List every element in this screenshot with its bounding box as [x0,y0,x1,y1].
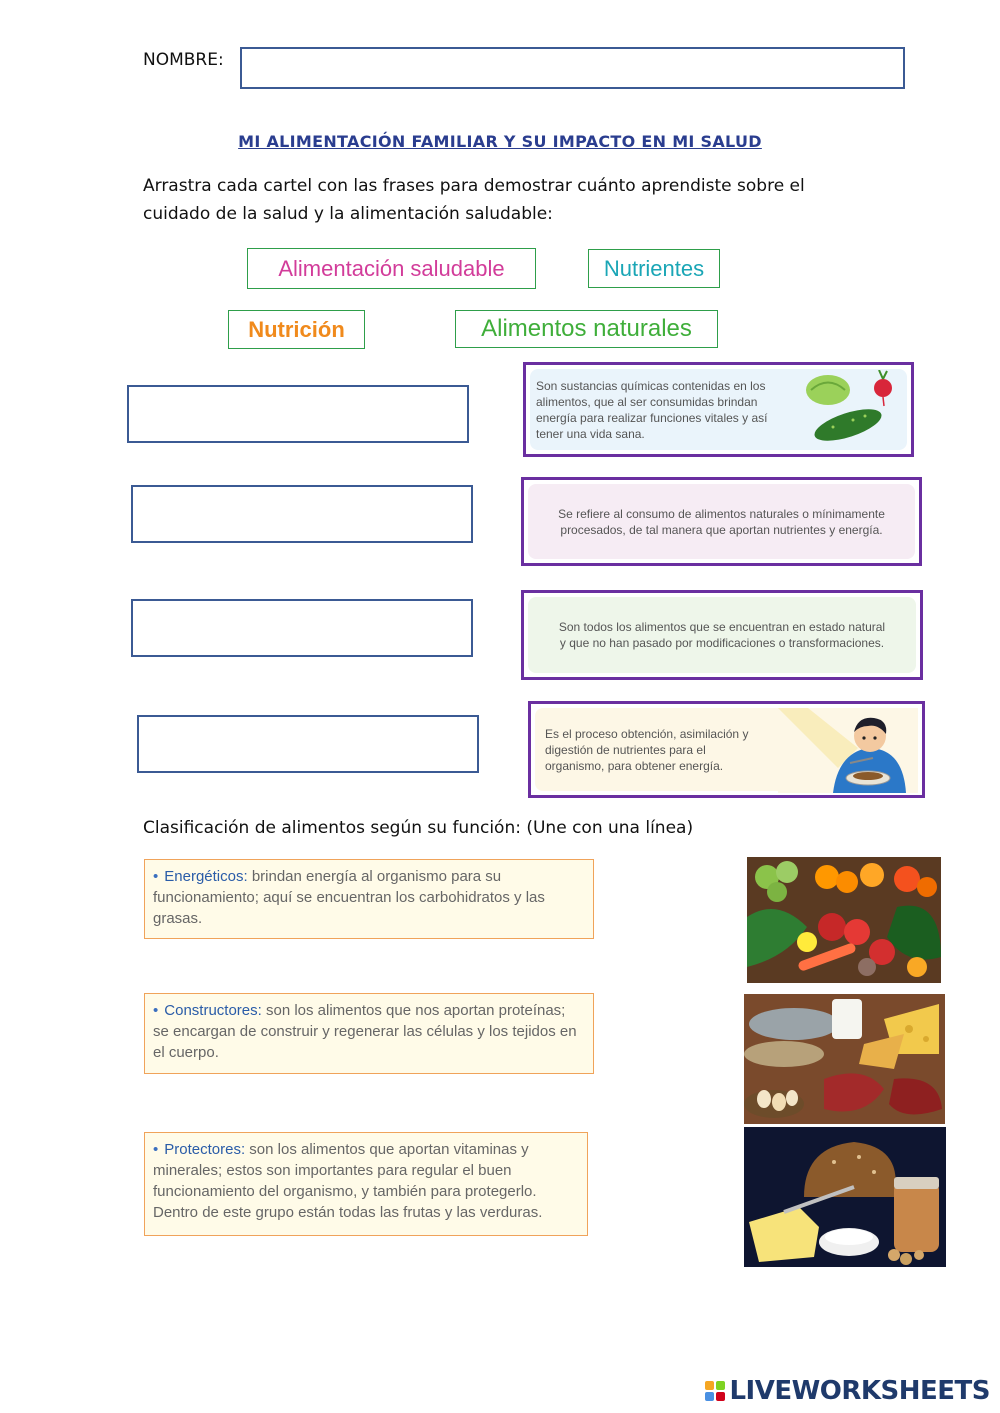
drop-zone-3[interactable] [131,599,473,657]
class-box-constructores[interactable] [144,993,594,1074]
definition-text-3: Son todos los alimentos que se encuentran en estado natural y que no han pasado por modificaciones o transformaciones. [558,620,886,650]
card-alimentos-naturales[interactable]: Alimentos naturales [455,310,718,348]
class-text: son los alimentos que nos aportan proteínas; se encargan de construir y regenerar las células y los tejidos en el cuerpo. [153,1002,577,1061]
definition-box-4 [528,701,925,798]
bullet-icon: • [153,868,159,885]
class-box-energeticos[interactable] [144,859,594,939]
definition-box-3 [521,590,923,680]
class-text: son los alimentos que aportan vitaminas y minerales; estos son importantes para regular el buen funcionamiento del organismo, y también para protegerlo. Dentro de este grupo están todas las frutas y las verduras. [153,1141,543,1221]
card-nutricion[interactable]: Nutrición [228,310,365,349]
definition-box-2 [521,477,922,566]
class-box-protectores[interactable] [144,1132,588,1236]
definition-text-4: Es el proceso obtención, asimilación y digestión de nutrientes para el organismo, para obtener energía. [545,726,749,773]
page-title: MI ALIMENTACIÓN FAMILIAR Y SU IMPACTO EN MI SALUD [238,132,762,151]
drop-zone-2[interactable] [131,485,473,543]
logo-text: LIVEWORKSHEETS [729,1376,990,1406]
definition-text-2: Se refiere al consumo de alimentos naturales o mínimamente procesados, de tal manera que aportan nutrientes y energía. [558,506,885,537]
classification-label: Clasificación de alimentos según su función: (Une con una línea) [143,818,694,838]
card-alimentacion-saludable[interactable]: Alimentación saludable [247,248,536,289]
fish-meat-dairy-photo[interactable] [744,994,945,1124]
vegetables-icon [793,370,903,449]
nombre-input[interactable] [240,47,905,89]
class-keyword: Constructores: [164,1002,262,1019]
child-eating-icon [778,708,918,791]
class-text: brindan energía al organismo para su funcionamiento; aquí se encuentran los carbohidratos y las grasas. [153,868,545,927]
drop-zone-4[interactable] [137,715,479,773]
bullet-icon: • [153,1141,159,1158]
class-keyword: Energéticos: [164,868,248,885]
definition-text-1: Son sustancias químicas contenidas en los alimentos, que al ser consumidas brindan energía para realizar funciones vitales y así tener una vida sana. [536,378,768,441]
instructions-text: Arrastra cada cartel con las frases para demostrar cuánto aprendiste sobre el cuidado de la salud y la alimentación saludable: [143,176,805,224]
fruits-vegetables-photo[interactable] [747,857,941,983]
bread-butter-peanut-photo[interactable] [744,1127,946,1267]
bullet-icon: • [153,1002,159,1019]
liveworksheets-logo [705,1376,990,1406]
definition-box-1 [523,362,914,457]
nombre-label: NOMBRE: [143,50,224,70]
drop-zone-1[interactable] [127,385,469,443]
class-keyword: Protectores: [164,1141,246,1158]
card-nutrientes[interactable]: Nutrientes [588,249,720,288]
liveworksheets-logo-icon [705,1381,725,1401]
